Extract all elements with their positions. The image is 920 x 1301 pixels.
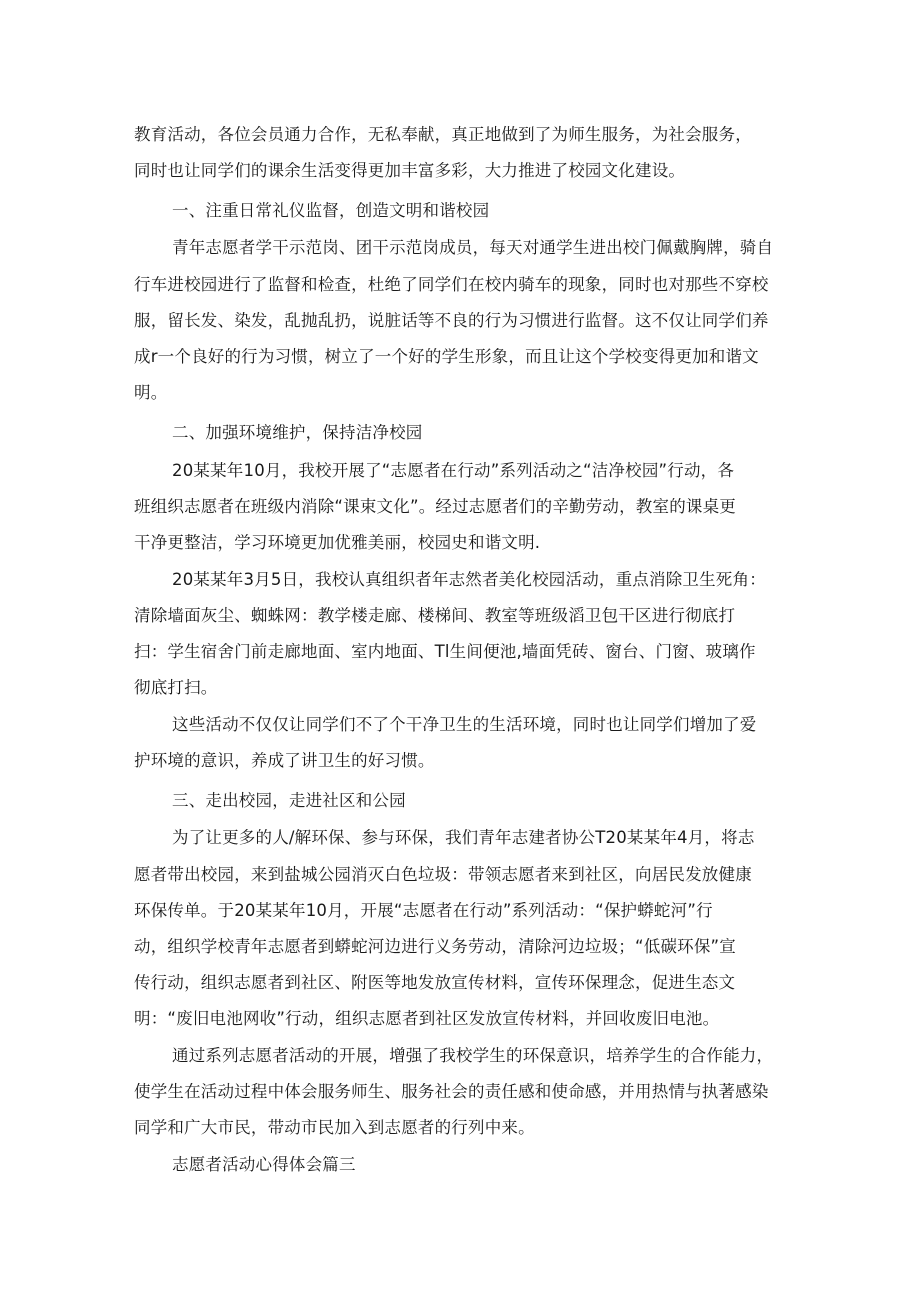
paragraph-line: 动，组织学校青年志愿者到蟒蛇河边进行义务劳动，清除河边垃圾；“低碳环保”宣: [134, 937, 736, 956]
section-heading: 一、注重日常礼仪监督，创造文明和谐校园: [172, 201, 490, 220]
paragraph-line: 成r一个良好的行为习惯，树立了一个好的学生形象，而且让这个学校变得更加和谐文: [134, 347, 759, 366]
paragraph-line: 服，留长发、染发，乱抛乱扔，说脏话等不良的行为习惯进行监督。这不仅让同学们养: [134, 311, 769, 330]
paragraph-line: 同学和广大市民，带动市民加入到志愿者的行列中来。: [134, 1118, 535, 1137]
paragraph-line: 为了让更多的人/解环保、参与环保，我们青年志建者协公T20某某年4月，将志: [172, 828, 755, 847]
paragraph-line: 护环境的意识，养成了讲卫生的好习惯。: [134, 751, 435, 770]
paragraph-line: 清除墙面灰尘、蜘蛛网：教学楼走廊、楼梯间、教室等班级滔卫包干区进行彻底打: [134, 606, 736, 625]
paragraph-line: 班组织志愿者在班级内消除“课束文化”。经过志愿者们的辛勤劳动，教室的课桌更: [134, 497, 736, 516]
paragraph-line: 同时也让同学们的课余生活变得更加丰富多彩，大力推进了校园文化建设。: [134, 161, 686, 180]
paragraph-line: 彻底打扫。: [134, 678, 218, 697]
paragraph-line: 扫：学生宿舍门前走廊地面、室内地面、Tl生间便池,墙面凭砖、窗台、门窗、玻璃作: [134, 642, 756, 661]
section-heading: 二、加强环境维护，保持洁净校园: [172, 423, 423, 442]
paragraph-line: 这些活动不仅仅让同学们不了个干净卫生的生活环境，同时也让同学们增加了爱: [172, 715, 757, 734]
paragraph-line: 青年志愿者学干示范岗、团干示范岗成员，每天对通学生进出校门佩戴胸牌，骑自: [172, 238, 774, 257]
section-heading: 志愿者活动心得体会篇三: [172, 1155, 356, 1174]
paragraph-line: 行车进校园进行了监督和检查，杜绝了同学们在校内骑车的现象，同时也对那些不穿校: [134, 275, 769, 294]
paragraph-line: 20某某年3月5日，我校认真组织者年志然者美化校园活动，重点消除卫生死角：: [172, 570, 766, 589]
paragraph-line: 愿者带出校园，来到盐城公园消灭白色垃圾：带领志愿者来到社区，向居民发放健康: [134, 865, 752, 884]
paragraph-line: 教育活动，各位会员通力合作，无私奉献，真正地做到了为师生服务，为社会服务，: [134, 125, 752, 144]
paragraph-line: 使学生在活动过程中体会服务师生、服务社会的责任感和使命感，并用热情与执著感染: [134, 1082, 769, 1101]
paragraph-line: 明。: [134, 383, 168, 402]
paragraph-line: 干净更整洁，学习环境更加优雅美丽，校园史和谐文明.: [134, 533, 541, 552]
paragraph-line: 通过系列志愿者活动的开展，增强了我校学生的环保意识，培养学生的合作能力，: [172, 1046, 774, 1065]
paragraph-line: 环保传单。于20某某年10月，开展“志愿者在行动”系列活动：“保护蟒蛇河”行: [134, 901, 713, 920]
paragraph-line: 传行动，组织志愿者到社区、附医等地发放宣传材料，宣传环保理念，促进生态文: [134, 973, 736, 992]
section-heading: 三、走出校园，走进社区和公园: [172, 791, 406, 810]
paragraph-line: 明：“废旧电池网收”行动，组织志愿者到社区发放宣传材料，并回收废旧电池。: [134, 1009, 720, 1028]
paragraph-line: 20某某年10月，我校开展了“志愿者在行动”系列活动之“洁净校园”行动，各: [172, 461, 735, 480]
